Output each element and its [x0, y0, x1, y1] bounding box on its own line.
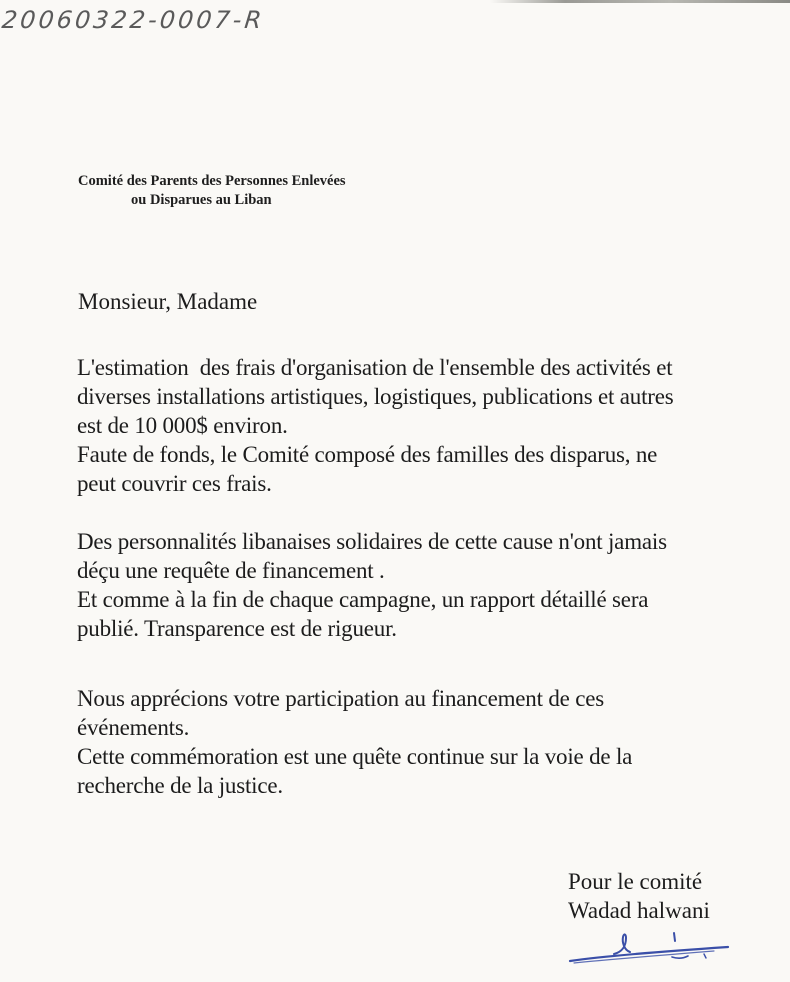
signoff-block [568, 867, 710, 925]
organization-name-line1: Comité des Parents des Personnes Enlevées [78, 173, 346, 189]
handwritten-signature [564, 928, 734, 968]
signoff-label: Pour le comité [568, 869, 703, 894]
paragraph-line: diverses installations artistiques, logistiques, publications et autres [77, 384, 674, 409]
handwritten-reference-number: 20060322-0007-R [0, 6, 266, 34]
paragraph-line: Nous apprécions votre participation au financement de ces [77, 686, 604, 711]
paragraph-line: peut couvrir ces frais. [77, 471, 272, 496]
salutation: Monsieur, Madame [78, 289, 258, 314]
paragraph-line: événements. [77, 715, 190, 740]
signature-dot-stroke [674, 933, 675, 941]
paragraph-line: Des personnalités libanaises solidaires de cette cause n'ont jamais [77, 529, 667, 554]
signature-mark-stroke [704, 954, 706, 958]
paragraph-line: Et comme à la fin de chaque campagne, un rapport détaillé sera [77, 587, 649, 612]
signature-loop-stroke [614, 934, 630, 954]
paragraph-appreciation [77, 684, 787, 800]
paragraph-funding-estimate [77, 353, 787, 498]
paragraph-line: L'estimation des frais d'organisation de l'ensemble des activités et [77, 355, 673, 380]
signatory-name: Wadad halwani [568, 898, 710, 923]
paragraph-line: est de 10 000$ environ. [77, 413, 288, 438]
paragraph-supporters [77, 527, 787, 643]
paragraph-line: publié. Transparence est de rigueur. [77, 616, 397, 641]
organization-name-line2: ou Disparues au Liban [131, 192, 272, 208]
paragraph-line: recherche de la justice. [77, 773, 283, 798]
signature-tail-stroke [672, 956, 688, 958]
organization-header [78, 172, 346, 210]
scan-page-edge [490, 0, 790, 3]
paragraph-line: Faute de fonds, le Comité composé des familles des disparus, ne [77, 442, 658, 467]
paragraph-line: Cette commémoration est une quête continue sur la voie de la [77, 744, 633, 769]
paragraph-line: déçu une requête de financement . [77, 558, 385, 583]
